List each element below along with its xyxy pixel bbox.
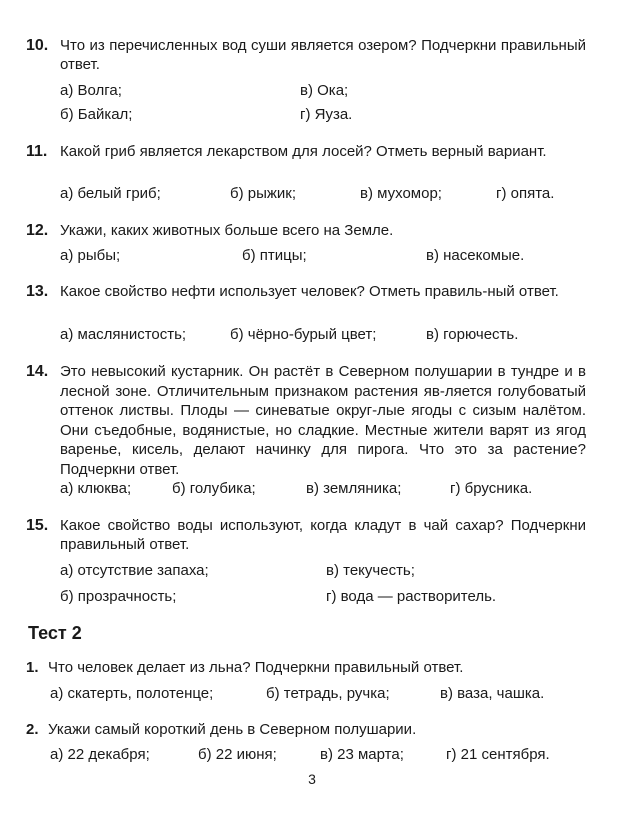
answer-option: г) брусника. — [450, 480, 533, 497]
question-10 — [26, 36, 586, 74]
answer-option: в) 23 марта; — [320, 746, 404, 763]
answer-option: а) маслянистость; — [60, 326, 187, 343]
page-number: 3 — [308, 771, 316, 787]
answer-option: в) горючесть. — [426, 326, 519, 343]
question-11 — [26, 142, 586, 161]
answer-option: г) вода — растворитель. — [326, 588, 497, 605]
answer-option: б) голубика; — [172, 480, 256, 497]
question-number: 11. — [26, 143, 48, 160]
answer-option: б) чёрно-бурый цвет; — [230, 326, 377, 343]
answer-option: а) Волга; — [60, 82, 122, 99]
question-text: Укажи, каких животных больше всего на Земле. — [60, 222, 394, 239]
question-number: 10. — [26, 37, 49, 54]
answer-option: в) земляника; — [306, 480, 402, 497]
answer-option: в) мухомор; — [360, 185, 442, 202]
answer-option: б) рыжик; — [230, 185, 297, 202]
question-15 — [26, 516, 586, 554]
answer-option: г) опята. — [496, 185, 555, 202]
question-13 — [26, 282, 586, 301]
answer-option: а) клюква; — [60, 480, 132, 497]
test2-question-2 — [26, 720, 586, 739]
question-number: 1. — [26, 659, 39, 676]
answer-option: а) отсутствие запаха; — [60, 562, 209, 579]
question-number: 2. — [26, 721, 39, 738]
answer-option: а) скатерть, полотенце; — [50, 685, 214, 702]
answer-option: б) тетрадь, ручка; — [266, 685, 390, 702]
answer-option: а) рыбы; — [60, 247, 121, 264]
question-number: 12. — [26, 222, 49, 239]
test2-question-1 — [26, 658, 586, 677]
question-number: 14. — [26, 363, 49, 380]
question-12 — [26, 221, 586, 240]
answer-option: б) 22 июня; — [198, 746, 277, 763]
answer-option: в) текучесть; — [326, 562, 415, 579]
question-text: Что человек делает из льна? Подчеркни правильный ответ. — [48, 659, 464, 676]
answer-option: в) ваза, чашка. — [440, 685, 545, 702]
question-text: Что из перечисленных вод суши является озером? Подчеркни правильный ответ. — [60, 37, 586, 73]
question-number: 13. — [26, 283, 49, 300]
question-text: Укажи самый короткий день в Северном полушарии. — [48, 721, 417, 738]
answer-option: б) прозрачность; — [60, 588, 177, 605]
answer-option: а) 22 декабря; — [50, 746, 150, 763]
question-number: 15. — [26, 517, 49, 534]
answer-option: б) птицы; — [242, 247, 307, 264]
question-text: Это невысокий кустарник. Он растёт в Северном полушарии в тундре и в лесной зоне. Отличительным признаком растения яв-ляется голубоватый оттенок листвы. Плоды — синеватые округ-лые ягоды с сизым налётом. Они съедобные, водянистые, но сладкие. Местные жители варят из ягод варенье, кисель, делают начинку для пирога. Что это за растение? Подчеркни ответ. — [60, 363, 586, 478]
answer-option: а) белый гриб; — [60, 185, 161, 202]
question-14 — [26, 362, 586, 479]
answer-option: г) 21 сентября. — [446, 746, 550, 763]
answer-option: б) Байкал; — [60, 106, 133, 123]
question-text: Какое свойство воды используют, когда кладут в чай сахар? Подчеркни правильный ответ. — [60, 517, 586, 553]
answer-option: г) Яуза. — [300, 106, 353, 123]
answer-option: в) насекомые. — [426, 247, 525, 264]
question-text: Какое свойство нефти использует человек? Отметь правиль-ный ответ. — [60, 283, 559, 300]
answer-option: в) Ока; — [300, 82, 349, 99]
question-text: Какой гриб является лекарством для лосей? Отметь верный вариант. — [60, 143, 547, 160]
section-title: Тест 2 — [28, 623, 82, 643]
